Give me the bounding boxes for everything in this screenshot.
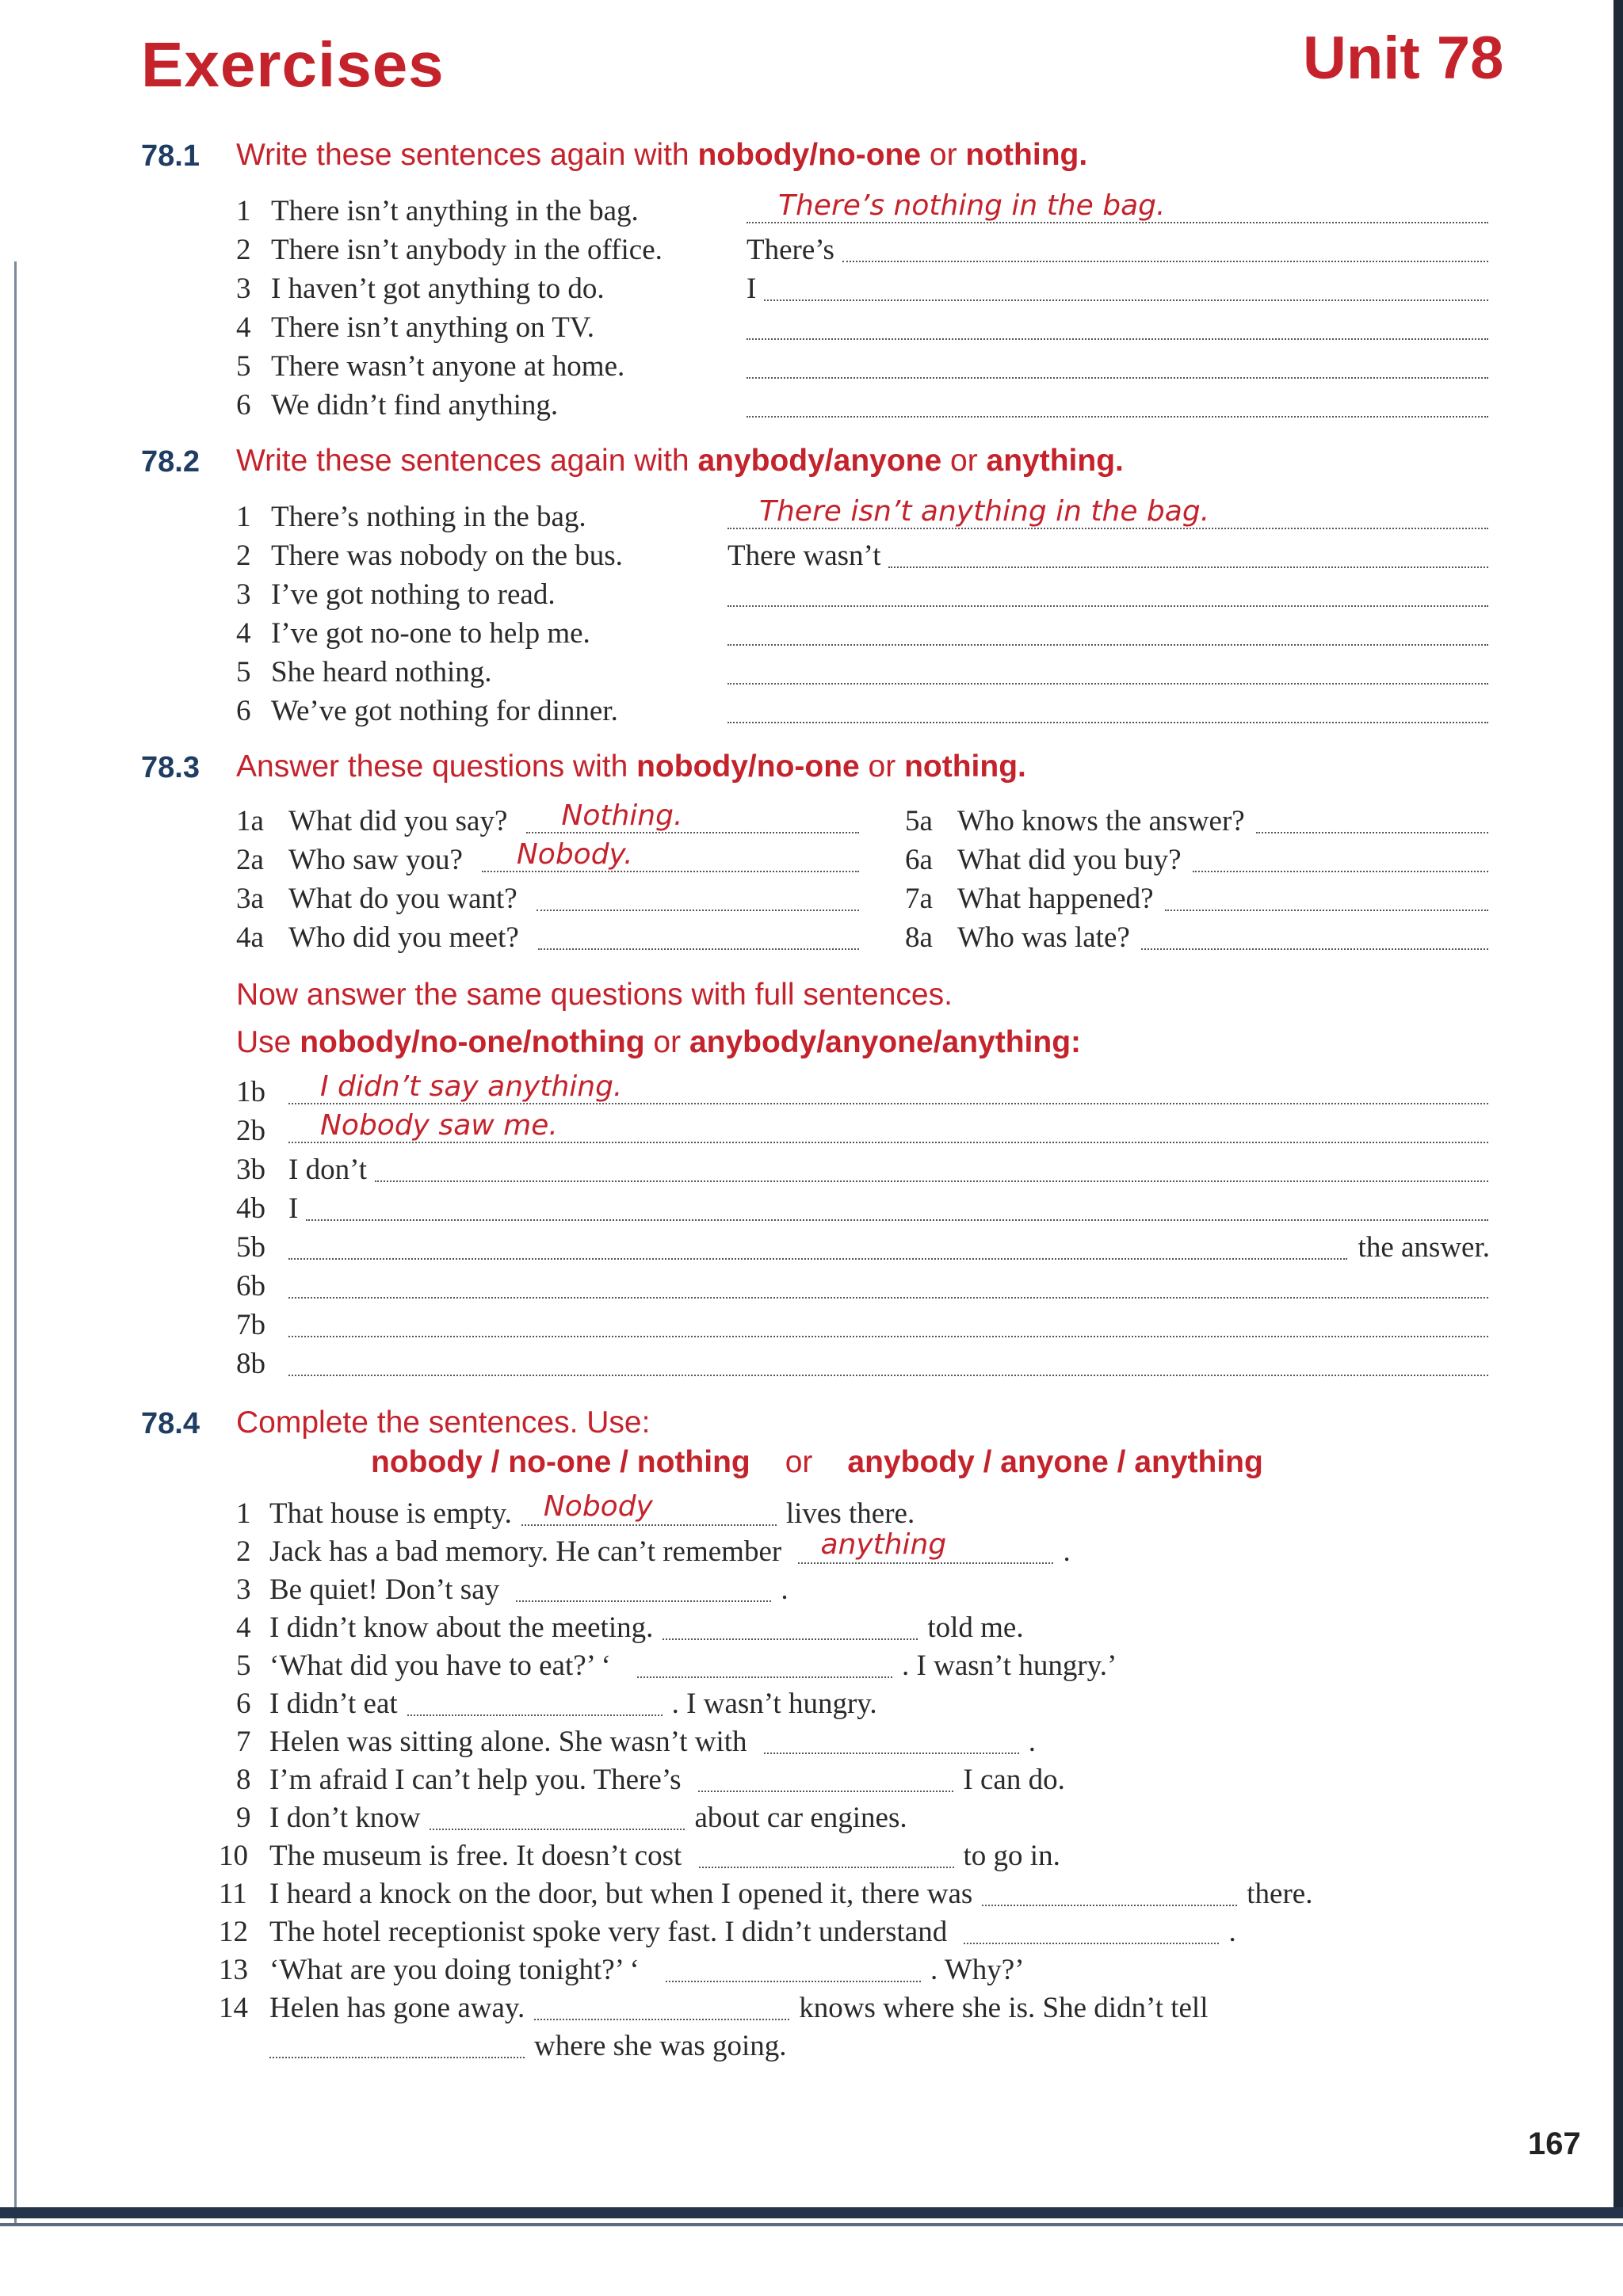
sentence-start: The hotel receptionist spoke very fast. I didn’t understand [269,1916,948,1948]
answer-line[interactable] [698,1791,953,1792]
item-number: 2b [236,1115,265,1147]
answer-line[interactable] [727,722,1488,723]
sentence-start: Helen was sitting alone. She wasn’t with [269,1726,747,1758]
sentence-start: ‘What are you doing tonight?’ ‘ [269,1954,640,1986]
item-number: 3 [236,273,251,305]
bottom-rule-thin [0,2223,1623,2226]
item-number: 8a [905,921,933,954]
sentence-start: I don’t know [269,1802,421,1834]
item-sentence: We didn’t find anything. [271,389,559,421]
section-number: 78.1 [141,139,200,173]
item-number: 14 [219,1992,248,2024]
section-number: 78.3 [141,751,200,784]
item-sentence: There was nobody on the bus. [271,540,623,572]
item-sentence: There isn’t anything in the bag. [271,195,639,227]
answer-line[interactable] [1193,871,1488,872]
item-number: 5a [905,805,933,837]
item-number: 2 [236,234,251,266]
section-title: Complete the sentences. Use: [236,1405,651,1440]
item-question: What do you want? [288,883,517,915]
handwritten-answer: Nobody saw me. [320,1109,558,1142]
item-question: What did you say? [288,805,508,837]
item-number: 3 [236,578,251,611]
answer-line[interactable] [288,1103,1488,1104]
item-sentence: I’ve got no-one to help me. [271,617,590,650]
handwritten-answer: Nothing. [561,799,683,832]
item-number: 12 [219,1916,248,1948]
answer-line[interactable] [666,1981,921,1982]
item-number: 6a [905,844,933,876]
sentence-start: I heard a knock on the door, but when I opened it, there was [269,1878,973,1910]
sentence-end: . Why?’ [930,1954,1025,1986]
item-number: 1 [236,195,251,227]
item-number: 1a [236,805,264,837]
answer-line[interactable] [288,1258,1347,1260]
item-sentence: We’ve got nothing for dinner. [271,695,618,727]
item-number: 7b [236,1309,265,1341]
handwritten-answer: I didn’t say anything. [320,1070,623,1103]
answer-line[interactable] [526,832,859,833]
answer-line[interactable] [516,1600,771,1602]
item-number: 3 [236,1573,251,1606]
sentence-start: The museum is free. It doesn’t cost [269,1840,682,1872]
answer-line[interactable] [764,299,1488,301]
answer-line[interactable] [538,948,859,950]
item-question: Who knows the answer? [957,805,1245,837]
section-title: Write these sentences again with nobody/no-one or nothing. [236,138,1088,172]
sentence-start: Helen has gone away. [269,1992,525,2024]
handwritten-answer: Nobody [543,1490,653,1523]
page-number: 167 [1528,2126,1581,2161]
item-number: 7a [905,883,933,915]
section-subtitle: Now answer the same questions with full sentences. [236,978,953,1012]
right-page-edge [1613,0,1623,2218]
item-number: 2a [236,844,264,876]
sentence-end: . [781,1573,789,1606]
answer-line[interactable] [727,683,1488,685]
sentence-start: I didn’t know about the meeting. [269,1611,654,1644]
answer-line[interactable] [747,416,1488,418]
sentence-end: to go in. [963,1840,1060,1872]
answer-prefix: I [747,273,757,305]
item-number: 10 [219,1840,248,1872]
answer-line[interactable] [306,1219,1488,1221]
answer-line[interactable] [888,566,1488,568]
item-sentence: There isn’t anything on TV. [271,311,594,344]
answer-line[interactable] [288,1336,1488,1337]
answer-line[interactable] [727,528,1488,529]
section-subtitle: Use nobody/no-one/nothing or anybody/anyone/anything: [236,1025,1082,1059]
item-number: 13 [219,1954,248,1986]
word-list: nobody / no-one / nothing or anybody / anyone / anything [371,1445,1263,1479]
item-number: 6 [236,1688,251,1720]
item-number: 2 [236,540,251,572]
section-title: Write these sentences again with anybody/anyone or anything. [236,444,1124,478]
answer-line[interactable] [288,1375,1488,1376]
sentence-end: . I wasn’t hungry.’ [902,1650,1117,1682]
answer-line[interactable] [982,1905,1237,1906]
item-question: Who saw you? [288,844,463,876]
item-number: 4 [236,1611,251,1644]
answer-prefix: I don’t [288,1154,368,1186]
sentence-end: where she was going. [534,2030,787,2062]
item-sentence: She heard nothing. [271,656,492,688]
answer-line[interactable] [375,1180,1488,1182]
item-number: 1 [236,501,251,533]
item-number: 4b [236,1192,265,1225]
item-number: 4a [236,921,264,954]
item-number: 1 [236,1497,251,1530]
item-number: 5 [236,656,251,688]
answer-line[interactable] [699,1867,954,1868]
answer-line[interactable] [663,1638,918,1640]
answer-line[interactable] [288,1297,1488,1299]
handwritten-answer: There isn’t anything in the bag. [759,495,1210,528]
item-number: 4 [236,617,251,650]
answer-prefix: There wasn’t [727,540,881,572]
bottom-rule [0,2207,1623,2218]
item-question: What did you buy? [957,844,1182,876]
item-number: 6 [236,389,251,421]
item-number: 9 [236,1802,251,1834]
item-sentence: There wasn’t anyone at home. [271,350,625,383]
answer-line[interactable] [1141,948,1488,950]
answer-line[interactable] [407,1714,663,1716]
sentence-end: I can do. [963,1764,1065,1796]
answer-line[interactable] [727,605,1488,607]
answer-line[interactable] [842,261,1488,262]
answer-line[interactable] [269,2057,525,2058]
answer-line[interactable] [747,377,1488,379]
answer-line[interactable] [1256,832,1488,833]
item-number: 3b [236,1154,265,1186]
sentence-end: there. [1247,1878,1313,1910]
answer-suffix: the answer. [1358,1231,1490,1264]
sentence-start: I’m afraid I can’t help you. There’s [269,1764,682,1796]
answer-line[interactable] [747,222,1488,223]
answer-line[interactable] [764,1753,1019,1754]
answer-line[interactable] [637,1676,892,1678]
item-sentence: There’s nothing in the bag. [271,501,586,533]
item-number: 7 [236,1726,251,1758]
sentence-start: Jack has a bad memory. He can’t remember [269,1535,782,1568]
item-question: Who did you meet? [288,921,519,954]
page-title: Exercises [141,29,445,100]
answer-line[interactable] [288,1142,1488,1143]
item-number: 4 [236,311,251,344]
answer-line[interactable] [727,644,1488,646]
sentence-start: ‘What did you have to eat?’ ‘ [269,1650,611,1682]
sentence-end: told me. [927,1611,1024,1644]
handwritten-answer: Nobody. [516,838,633,871]
item-sentence: I’ve got nothing to read. [271,578,556,611]
answer-line[interactable] [482,871,859,872]
handwritten-answer: anything [820,1528,947,1561]
item-number: 6 [236,695,251,727]
item-question: Who was late? [957,921,1130,954]
sentence-end: about car engines. [694,1802,907,1834]
sentence-end: . I wasn’t hungry. [671,1688,877,1720]
unit-title: Unit 78 [1303,25,1504,92]
sentence-end: knows where she is. She didn’t tell [799,1992,1209,2024]
sentence-end: lives there. [785,1497,915,1530]
section-number: 78.2 [141,445,200,479]
section-number: 78.4 [141,1407,200,1440]
section-title: Answer these questions with nobody/no-one or nothing. [236,749,1026,784]
item-number: 8 [236,1764,251,1796]
answer-line[interactable] [430,1829,685,1830]
answer-line[interactable] [964,1943,1219,1944]
item-sentence: I haven’t got anything to do. [271,273,605,305]
answer-line[interactable] [534,2019,789,2020]
item-number: 5 [236,1650,251,1682]
item-number: 11 [219,1878,247,1910]
sentence-start: I didn’t eat [269,1688,398,1720]
answer-prefix: I [288,1192,299,1225]
answer-line[interactable] [798,1562,1053,1564]
sentence-start: Be quiet! Don’t say [269,1573,500,1606]
sentence-start: That house is empty. [269,1497,512,1530]
handwritten-answer: There’s nothing in the bag. [778,189,1166,222]
item-number: 5b [236,1231,265,1264]
item-question: What happened? [957,883,1154,915]
item-number: 5 [236,350,251,383]
item-number: 1b [236,1076,265,1108]
item-number: 6b [236,1270,265,1302]
answer-line[interactable] [537,910,859,911]
left-margin-rule [14,261,17,2226]
item-number: 2 [236,1535,251,1568]
sentence-end: . [1228,1916,1236,1948]
item-sentence: There isn’t anybody in the office. [271,234,663,266]
answer-line[interactable] [521,1524,777,1526]
item-number: 8b [236,1348,265,1380]
answer-prefix: There’s [747,234,834,266]
item-number: 3a [236,883,264,915]
answer-line[interactable] [1165,910,1488,911]
sentence-end: . [1063,1535,1071,1568]
sentence-end: . [1028,1726,1037,1758]
answer-line[interactable] [747,338,1488,340]
